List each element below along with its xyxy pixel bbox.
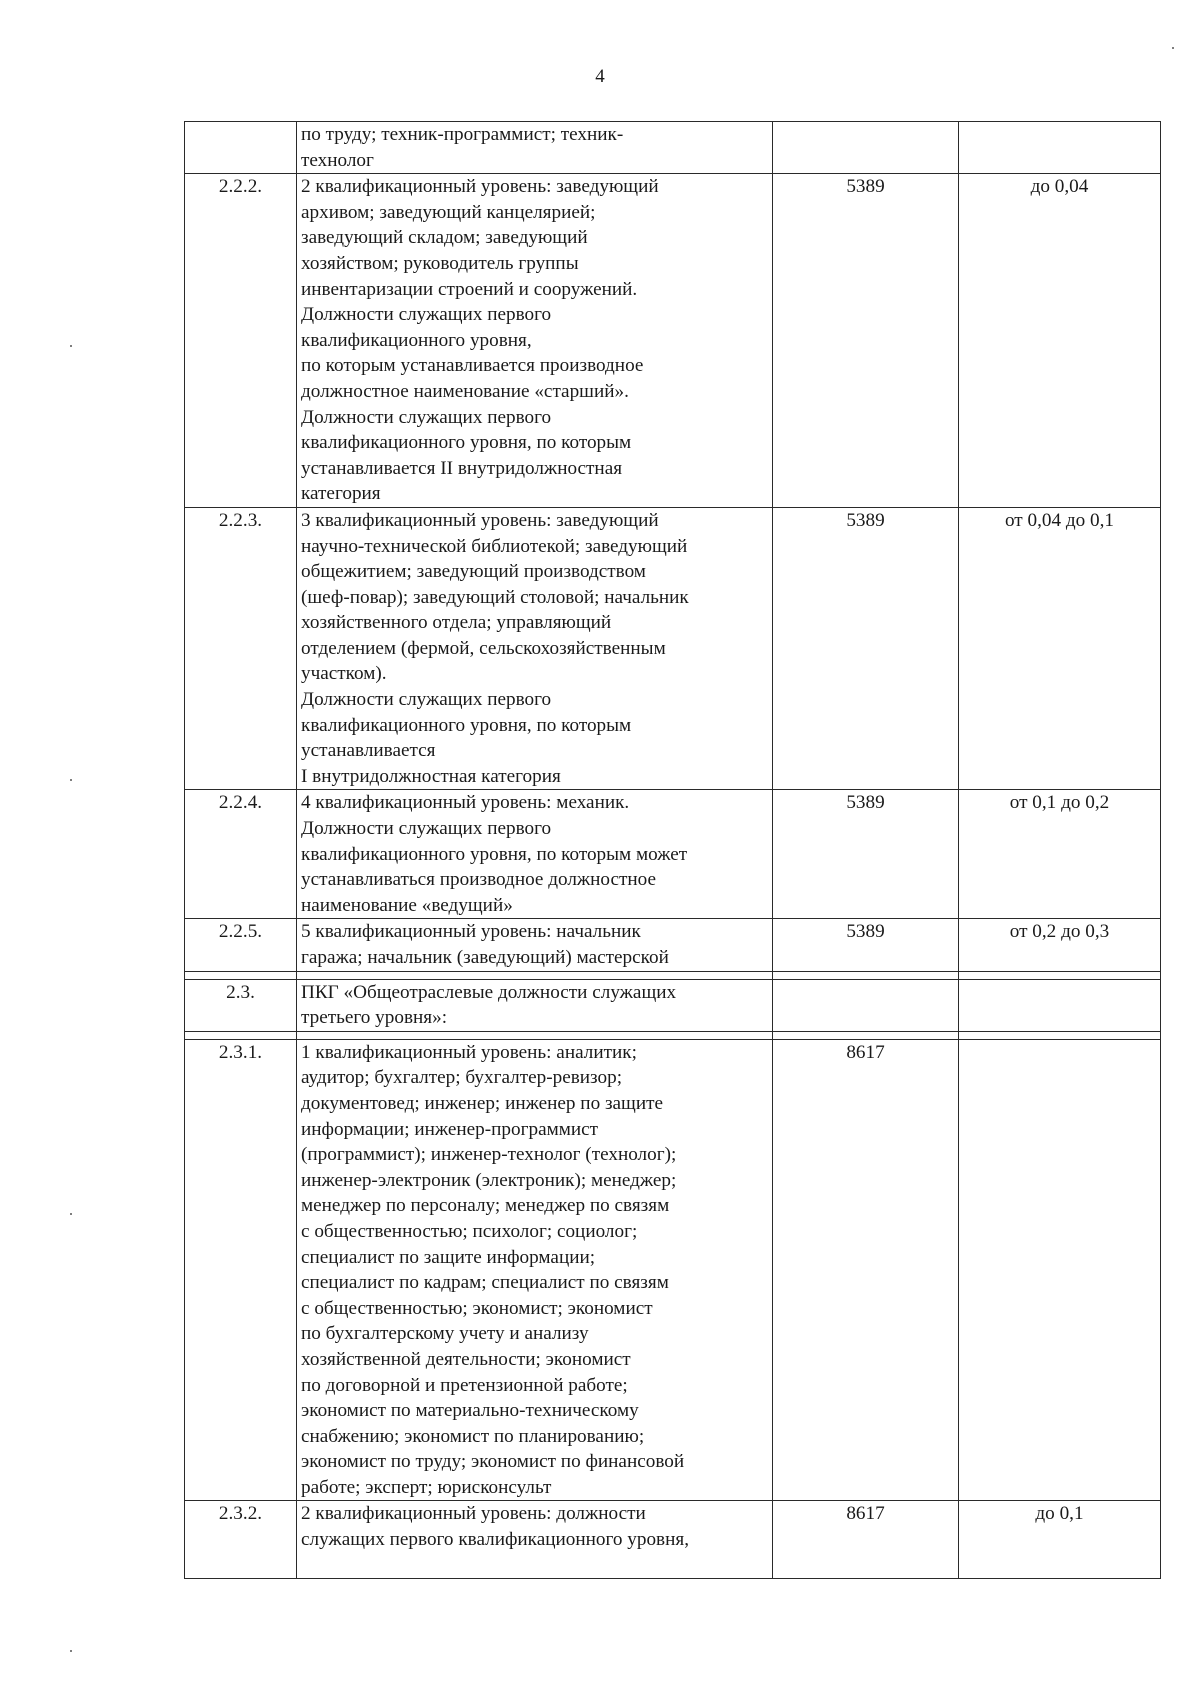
row-description (297, 174, 773, 508)
description-line: с общественностью; психолог; социолог; (301, 1220, 638, 1242)
description-line: 1 квалификационный уровень: аналитик; (301, 1041, 637, 1063)
spacer-cell (185, 971, 297, 979)
scan-speck (70, 1650, 72, 1652)
description-line: Должности служащих первого (301, 818, 552, 840)
scan-speck (70, 345, 72, 347)
row-number: 2.2.2. (185, 174, 297, 508)
page-number: 4 (595, 66, 605, 87)
description-line: категория (301, 483, 381, 505)
spacer-cell (297, 971, 773, 979)
spacer-cell (959, 971, 1161, 979)
row-description (297, 919, 773, 971)
spacer-cell (773, 971, 959, 979)
row-number: 2.2.3. (185, 507, 297, 790)
description-line: квалификационного уровня, по которым может (301, 843, 688, 865)
description-line: (шеф-повар); заведующий столовой; начальник (301, 586, 689, 608)
table-row (185, 979, 1161, 1031)
table-row (185, 122, 1161, 174)
description-line: по договорной и претензионной работе; (301, 1374, 628, 1396)
row-salary (773, 979, 959, 1031)
description-line: по труду; техник-программист; техник- (301, 124, 624, 145)
description-line: по бухгалтерскому учету и анализу (301, 1323, 589, 1345)
description-line: технолог (301, 149, 374, 171)
table-row (185, 919, 1161, 971)
row-salary (773, 122, 959, 174)
spacer-cell (773, 1031, 959, 1039)
row-coefficient: от 0,2 до 0,3 (959, 919, 1161, 971)
description-line: экономист по труду; экономист по финансовой (301, 1451, 685, 1473)
description-line: квалификационного уровня, (301, 329, 532, 351)
description-line: 2 квалификационный уровень: должности (301, 1503, 646, 1525)
row-coefficient (959, 122, 1161, 174)
description-line: ПКГ «Общеотраслевые должности служащих (301, 981, 677, 1003)
description-line: служащих первого квалификационного уровня, (301, 1529, 690, 1551)
row-number: 2.2.4. (185, 790, 297, 919)
row-coefficient: до 0,1 (959, 1501, 1161, 1579)
description-line: устанавливается II внутридолжностная (301, 457, 623, 479)
description-line: менеджер по персоналу; менеджер по связям (301, 1195, 670, 1217)
table-body (185, 122, 1161, 1579)
row-coefficient: от 0,04 до 0,1 (959, 507, 1161, 790)
row-salary: 5389 (773, 919, 959, 971)
row-number (185, 122, 297, 174)
table-row (185, 174, 1161, 508)
description-line: научно-технической библиотекой; заведующий (301, 535, 688, 557)
description-line: отделением (фермой, сельскохозяйственным (301, 637, 666, 659)
description-line: по которым устанавливается производное (301, 355, 644, 377)
table-spacer-row (185, 971, 1161, 979)
description-line: гаража; начальник (заведующий) мастерской (301, 947, 669, 968)
description-line: Должности служащих первого (301, 406, 552, 428)
table-row (185, 1039, 1161, 1501)
table-row (185, 790, 1161, 919)
description-line: документовед; инженер; инженер по защите (301, 1092, 663, 1114)
row-description (297, 1039, 773, 1501)
description-line: инвентаризации строений и сооружений. (301, 278, 638, 300)
description-line: снабжению; экономист по планированию; (301, 1425, 645, 1447)
description-line: 2 квалификационный уровень: заведующий (301, 176, 659, 198)
description-line: I внутридолжностная категория (301, 765, 561, 787)
description-line: 5 квалификационный уровень: начальник (301, 921, 641, 943)
description-line: участком). (301, 663, 387, 685)
row-salary: 8617 (773, 1501, 959, 1579)
table-spacer-row (185, 1031, 1161, 1039)
row-number: 2.2.5. (185, 919, 297, 971)
row-description (297, 507, 773, 790)
salary-table (184, 121, 1161, 1579)
scan-speck (70, 779, 72, 781)
row-coefficient: от 0,1 до 0,2 (959, 790, 1161, 919)
description-line: с общественностью; экономист; экономист (301, 1297, 653, 1319)
description-line: 3 квалификационный уровень: заведующий (301, 509, 659, 531)
row-coefficient (959, 1039, 1161, 1501)
scan-speck (70, 1213, 72, 1215)
spacer-cell (297, 1031, 773, 1039)
description-line: архивом; заведующий канцелярией; (301, 201, 596, 223)
description-line: Должности служащих первого (301, 689, 552, 711)
description-line: устанавливаться производное должностное (301, 869, 657, 891)
row-number: 2.3.2. (185, 1501, 297, 1579)
description-line: наименование «ведущий» (301, 894, 513, 916)
description-line: Должности служащих первого (301, 304, 552, 326)
description-line: специалист по защите информации; (301, 1246, 596, 1268)
row-salary: 5389 (773, 174, 959, 508)
row-coefficient (959, 979, 1161, 1031)
description-line: квалификационного уровня, по которым (301, 432, 632, 454)
description-line: хозяйственной деятельности; экономист (301, 1348, 631, 1370)
table-row (185, 507, 1161, 790)
description-line: общежитием; заведующий производством (301, 561, 646, 583)
description-line: аудитор; бухгалтер; бухгалтер-ревизор; (301, 1067, 623, 1089)
description-line: экономист по материально-техническому (301, 1400, 639, 1422)
row-salary: 5389 (773, 507, 959, 790)
description-line: квалификационного уровня, по которым (301, 714, 632, 736)
spacer-cell (185, 1031, 297, 1039)
description-line: устанавливается (301, 740, 436, 762)
description-line: информации; инженер-программист (301, 1118, 599, 1140)
row-number: 2.3.1. (185, 1039, 297, 1501)
description-line: инженер-электроник (электроник); менеджер; (301, 1169, 677, 1191)
description-line: хозяйственного отдела; управляющий (301, 612, 612, 634)
row-description (297, 1501, 773, 1579)
description-line: заведующий складом; заведующий (301, 227, 588, 249)
description-line: специалист по кадрам; специалист по связям (301, 1272, 669, 1294)
description-line: хозяйством; руководитель группы (301, 252, 579, 274)
description-line: (программист); инженер-технолог (технолог); (301, 1144, 677, 1166)
description-line: должностное наименование «старший». (301, 380, 629, 402)
scan-speck (1172, 47, 1174, 49)
description-line (301, 1553, 768, 1579)
table-row (185, 1501, 1161, 1579)
row-description (297, 979, 773, 1031)
row-description (297, 790, 773, 919)
row-salary: 8617 (773, 1039, 959, 1501)
row-salary: 5389 (773, 790, 959, 919)
row-coefficient: до 0,04 (959, 174, 1161, 508)
description-line: 4 квалификационный уровень: механик. (301, 792, 630, 814)
row-description (297, 122, 773, 174)
spacer-cell (959, 1031, 1161, 1039)
description-line: третьего уровня»: (301, 1007, 448, 1029)
row-number: 2.3. (185, 979, 297, 1031)
description-line: работе; эксперт; юрисконсульт (301, 1476, 552, 1498)
